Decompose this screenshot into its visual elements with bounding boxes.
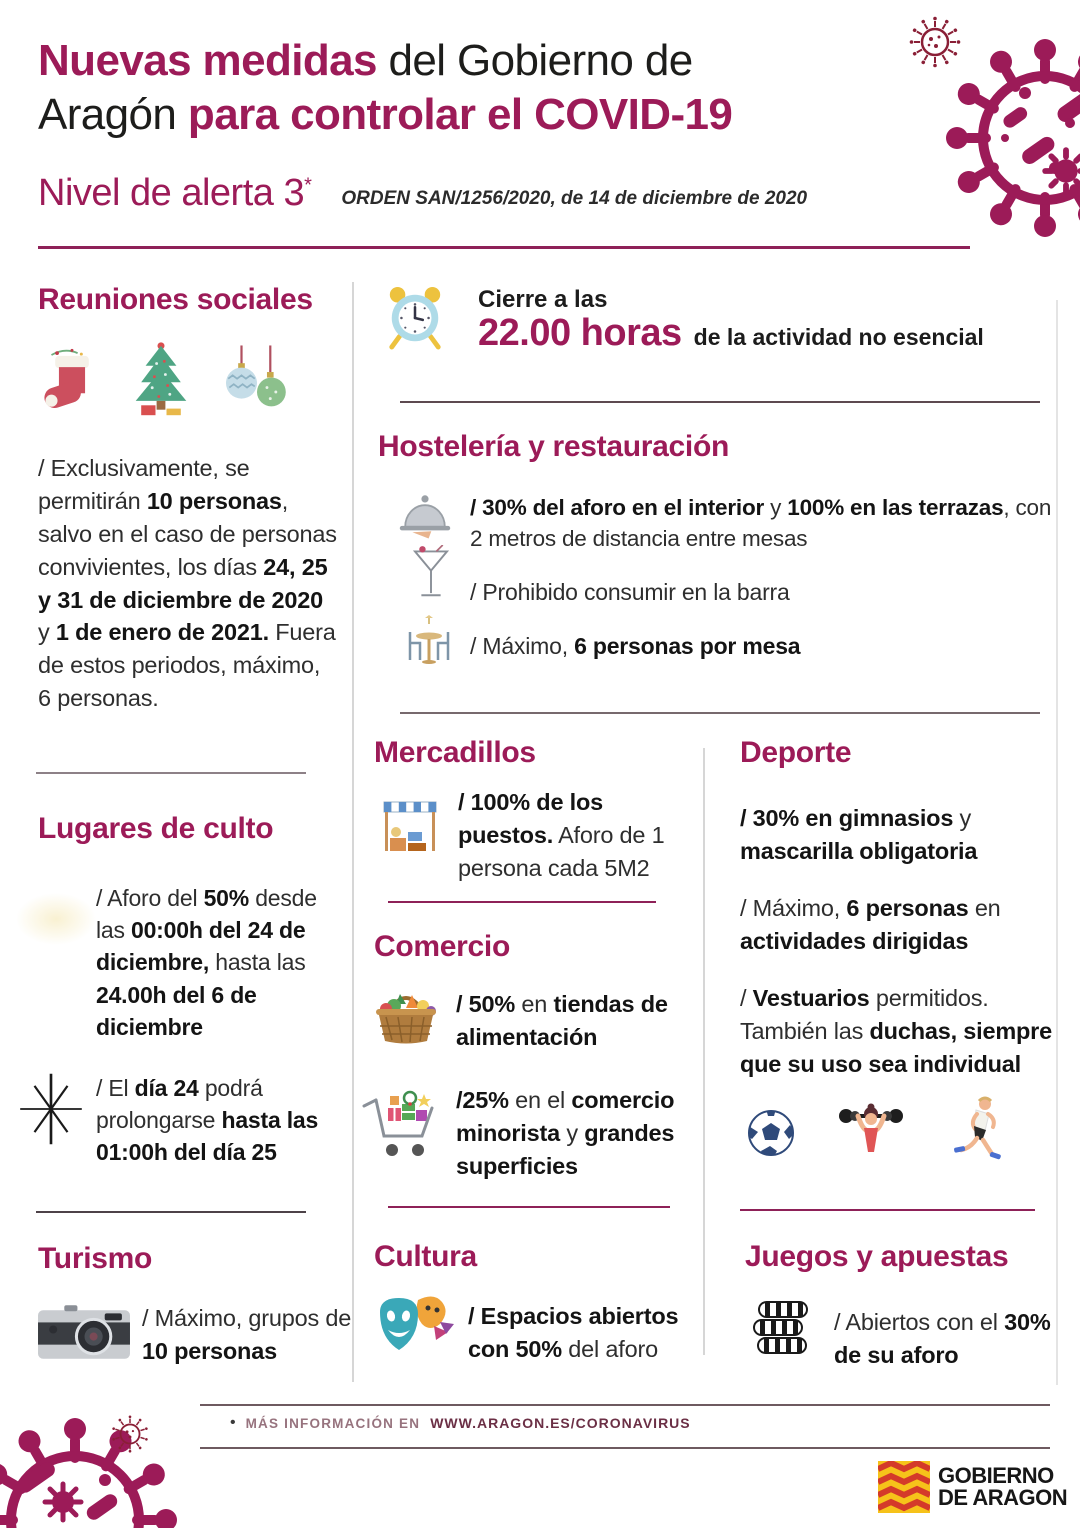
section-title-hosteleria: Hostelería y restauración <box>378 430 729 463</box>
divider-cierre <box>400 401 1040 403</box>
footer-bullet: • <box>230 1414 236 1431</box>
section-title-reuniones: Reuniones sociales <box>38 283 313 316</box>
christmas-stocking-icon <box>44 338 100 428</box>
divider-hosteleria <box>400 712 1040 714</box>
virus-tiny-icon <box>1040 145 1080 197</box>
alarm-clock-icon <box>384 282 446 352</box>
footer-info <box>230 1414 691 1432</box>
section-title-lugares: Lugares de culto <box>38 812 274 845</box>
cocktail-icon <box>412 545 450 607</box>
logo-text <box>938 1465 1067 1508</box>
mercadillos-text: / 100% de los puestos. Aforo de 1 persona cada 5M2 <box>458 789 665 881</box>
section-title-comercio: Comercio <box>374 930 510 963</box>
table-chairs-icon <box>400 614 458 668</box>
candle-glow-icon <box>16 893 96 945</box>
turismo-text: / Máximo, grupos de 10 personas <box>142 1305 352 1364</box>
cierre-line2 <box>478 312 984 355</box>
theater-masks-icon <box>376 1294 460 1358</box>
christmas-tree-icon <box>128 332 194 428</box>
deporte-item-3: / Vestuarios permitidos. También las duchas, siempre que su uso sea individual <box>740 985 1052 1077</box>
soccer-ball-icon <box>746 1108 796 1158</box>
page-edge-line <box>1056 300 1058 1385</box>
footer-label: MÁS INFORMACIÓN EN <box>245 1415 421 1431</box>
divider-mercadillos <box>388 901 656 903</box>
divider-turismo <box>36 1211 306 1213</box>
cierre-line1: Cierre a las <box>478 286 608 313</box>
divider-comercio <box>388 1206 670 1208</box>
section-title-mercadillos: Mercadillos <box>374 736 536 769</box>
divider-juegos <box>740 1209 1035 1211</box>
cultura-text: / Espacios abiertos con 50% del aforo <box>468 1303 679 1362</box>
column-divider-left <box>352 282 354 1382</box>
grocery-basket-icon <box>370 984 442 1048</box>
shopping-cart-icon <box>360 1088 442 1166</box>
page-title <box>38 34 732 141</box>
cloche-icon <box>398 490 452 542</box>
comercio-item-1: / 50% en tiendas de alimentación <box>456 991 668 1050</box>
cierre-time: 22.00 horas <box>478 312 682 354</box>
virus-small-bottom-icon <box>108 1412 152 1456</box>
header-divider <box>38 246 970 249</box>
logo-line-2: DE ARAGON <box>938 1485 1068 1510</box>
virus-bottom-icon <box>0 1400 195 1528</box>
footer-url: WWW.ARAGON.ES/CORONAVIRUS <box>430 1415 691 1431</box>
title-accent-1: Nuevas medidas <box>38 36 377 85</box>
weightlifter-icon <box>838 1100 904 1162</box>
hosteleria-item-1: / 30% del aforo en el interior y 100% en las terrazas, con 2 metros de distancia entre mesas <box>470 495 1052 552</box>
lugares-item-1: / Aforo del 50% desde las 00:00h del 24 de diciembre, hasta las 24.00h del 6 de diciembre <box>96 885 317 1040</box>
lugares-item-2: / El día 24 podrá prolongarse hasta las 01:00h del día 25 <box>96 1075 319 1166</box>
deporte-item-2: / Máximo, 6 personas en actividades dirigidas <box>740 895 1001 954</box>
aragon-flag-logo <box>878 1461 930 1513</box>
hosteleria-item-3: / Máximo, 6 personas por mesa <box>470 633 801 659</box>
section-title-cultura: Cultura <box>374 1240 477 1273</box>
runner-icon <box>948 1096 1006 1160</box>
title-plain-2: Aragón <box>38 89 188 139</box>
divider-reuniones <box>36 772 306 774</box>
poker-chips-icon <box>750 1296 810 1360</box>
deporte-item-1: / 30% en gimnasios y mascarilla obligatoria <box>740 805 978 864</box>
market-stall-icon <box>382 798 438 854</box>
footer-line-top <box>200 1404 1050 1406</box>
juegos-text: / Abiertos con el 30% de su aforo <box>834 1309 1051 1368</box>
order-reference: ORDEN SAN/1256/2020, de 14 de diciembre de 2020 <box>341 188 808 209</box>
section-title-turismo: Turismo <box>38 1242 153 1275</box>
hosteleria-item-2: / Prohibido consumir en la barra <box>470 579 790 605</box>
footer-line-bottom <box>200 1447 1050 1449</box>
alert-level-row <box>38 172 807 215</box>
reuniones-body: / Exclusivamente, se permitirán 10 personas, salvo en el caso de personas convivientes, los días 24, 25 y 31 de diciembre de 2020 y 1 de enero de 2021. Fuera de estos periodos, máximo, 6 personas. <box>38 455 337 712</box>
star-sparkle-icon <box>18 1072 84 1146</box>
logo-line-1: GOBIERNO <box>938 1463 1054 1489</box>
section-title-juegos: Juegos y apuestas <box>745 1240 1009 1273</box>
column-divider-right <box>703 748 705 1355</box>
alert-level: Nivel de alerta 3* <box>38 172 312 214</box>
ornaments-icon <box>226 338 288 426</box>
comercio-item-2: /25% en el comercio minorista y grandes superficies <box>456 1087 675 1179</box>
alert-asterisk: * <box>304 174 312 197</box>
camera-icon <box>36 1298 132 1364</box>
section-title-deporte: Deporte <box>740 736 852 769</box>
cierre-rest: de la actividad no esencial <box>693 324 984 350</box>
title-rest-1: del Gobierno de <box>376 36 693 85</box>
virus-small-icon <box>905 12 965 72</box>
gobierno-aragon-logo <box>878 1461 1067 1513</box>
title-accent-2: para controlar el COVID-19 <box>187 89 733 139</box>
